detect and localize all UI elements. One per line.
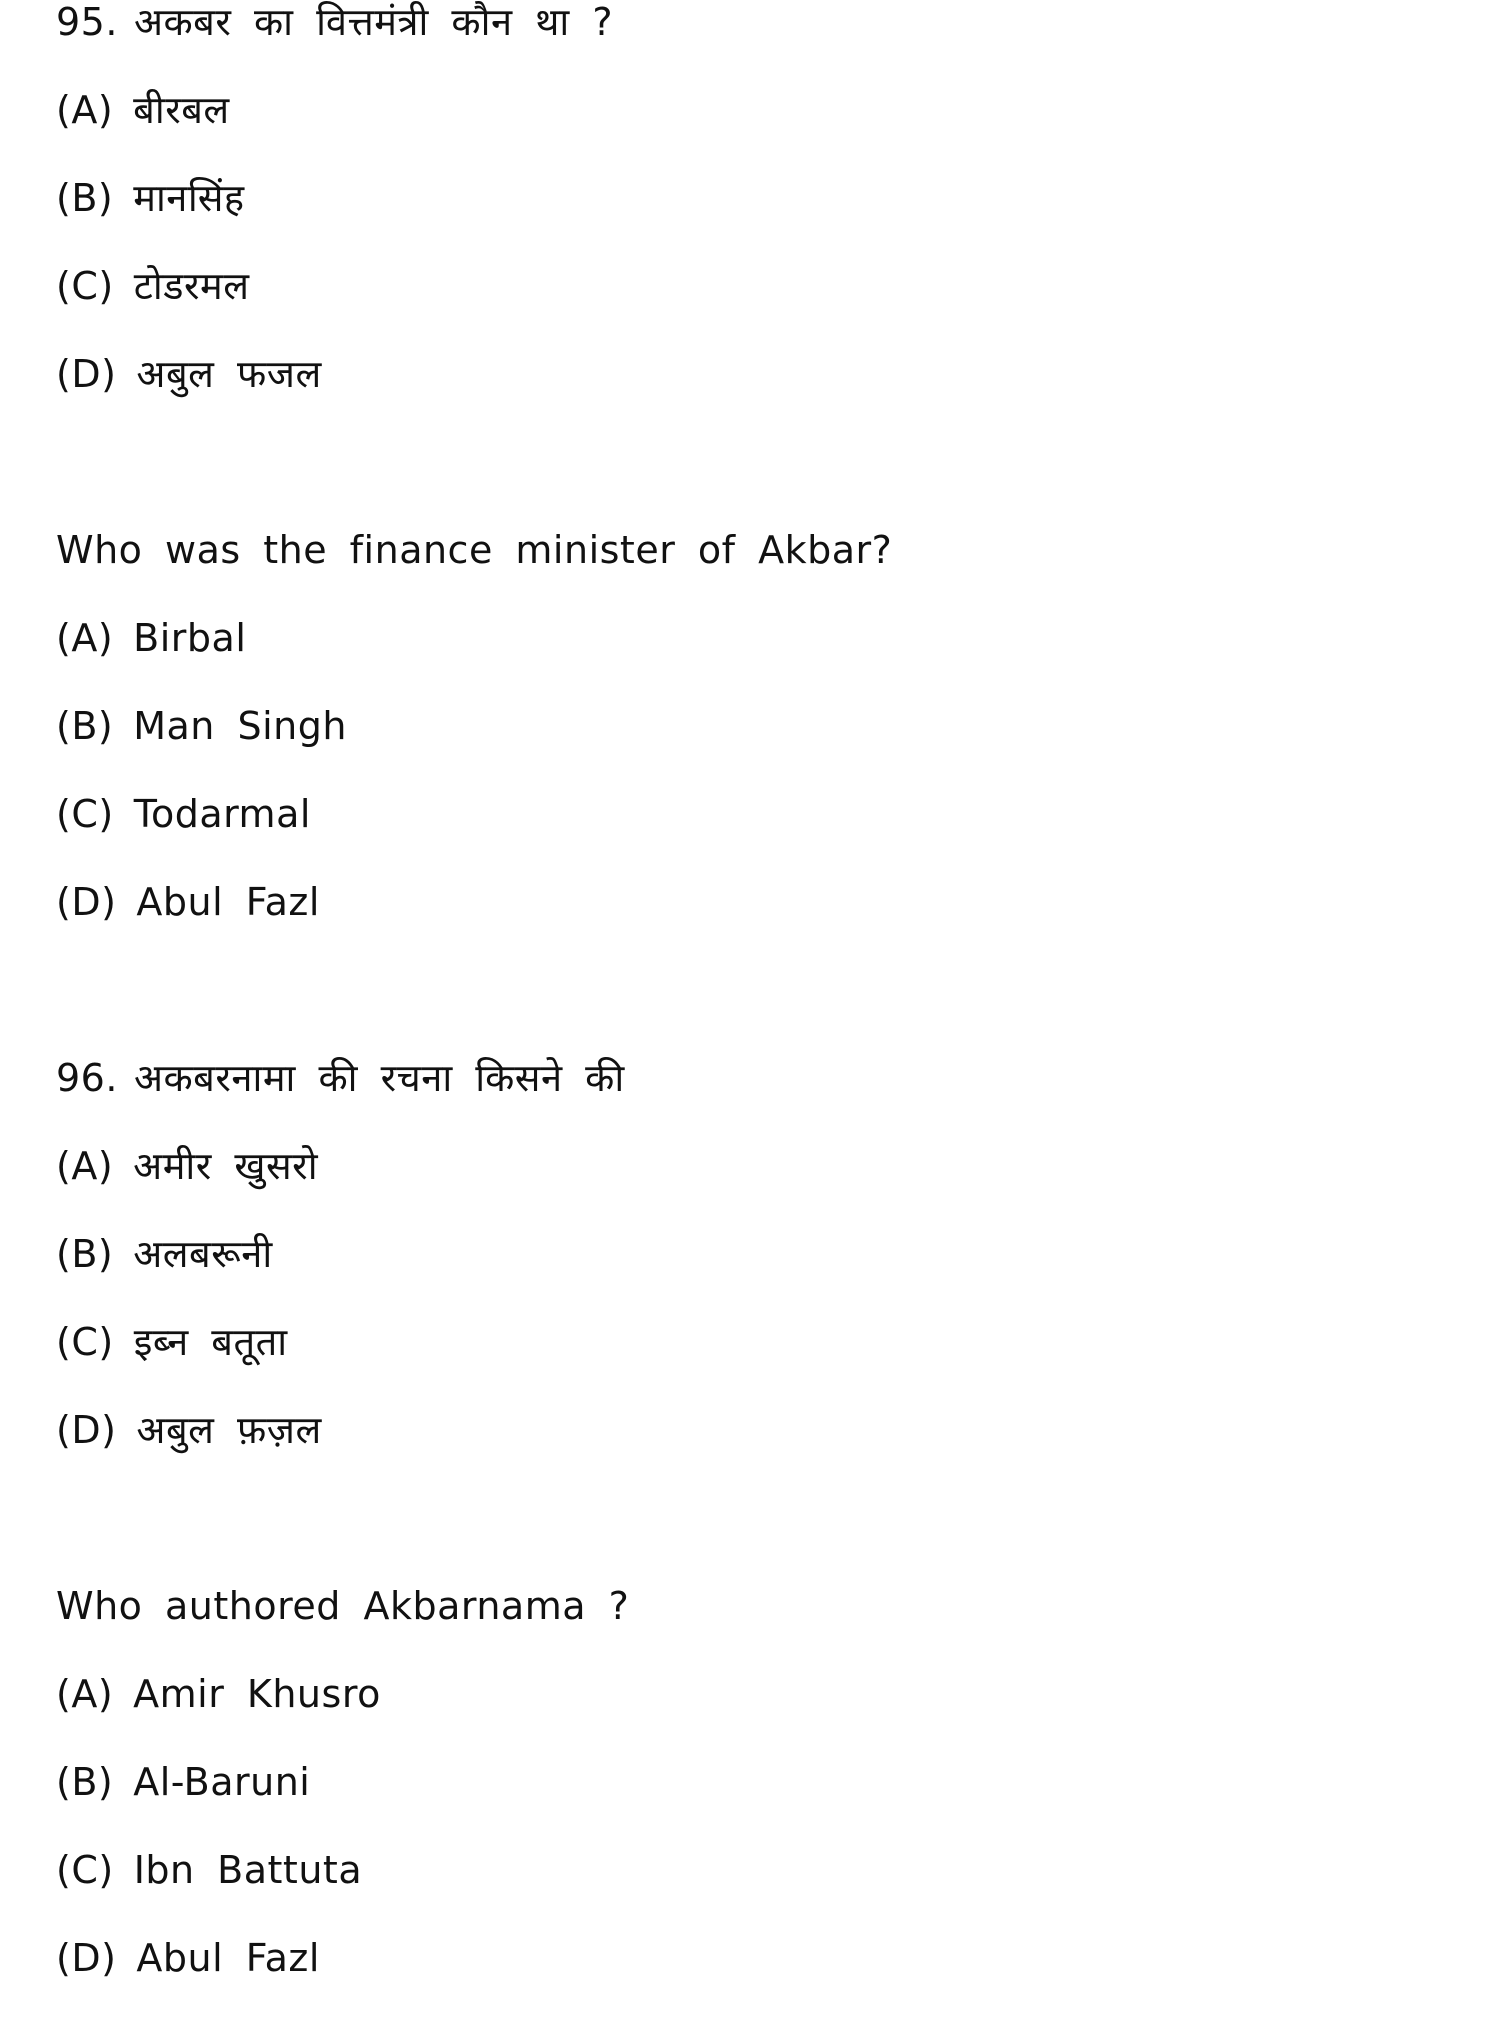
option-text: Todarmal: [133, 792, 311, 836]
option-text: अलबरूनी: [133, 1232, 273, 1276]
question-number: 96.: [56, 1056, 118, 1100]
option-letter: (B): [56, 176, 114, 220]
option-text: Abul Fazl: [136, 880, 320, 924]
option-d: [56, 1400, 322, 1460]
option-letter: (C): [56, 1848, 114, 1892]
option-letter: (B): [56, 1760, 114, 1804]
option-a: [56, 1136, 318, 1196]
option-letter: (D): [56, 1408, 117, 1452]
option-a: [56, 1664, 381, 1724]
option-b: [56, 696, 347, 756]
option-b: [56, 168, 245, 228]
question-text: अकबर का वित्तमंत्री कौन था ?: [133, 0, 613, 44]
option-b: [56, 1224, 273, 1284]
option-text: Ibn Battuta: [133, 1848, 363, 1892]
option-letter: (A): [56, 88, 114, 132]
question-number: 95.: [56, 0, 118, 44]
option-letter: (B): [56, 704, 114, 748]
question-95-english: [56, 520, 892, 580]
option-letter: (A): [56, 1144, 114, 1188]
option-c: [56, 1840, 362, 1900]
option-letter: (A): [56, 616, 114, 660]
option-a: [56, 80, 230, 140]
option-text: Man Singh: [133, 704, 347, 748]
option-letter: (B): [56, 1232, 114, 1276]
question-text: Who authored Akbarnama ?: [56, 1584, 630, 1628]
option-text: मानसिंह: [133, 176, 245, 220]
option-a: [56, 608, 246, 668]
question-96-english: [56, 1576, 629, 1636]
option-letter: (C): [56, 264, 114, 308]
option-letter: (A): [56, 1672, 114, 1716]
question-text: Who was the finance minister of Akbar?: [56, 528, 893, 572]
question-text: अकबरनामा की रचना किसने की: [133, 1056, 625, 1100]
option-text: बीरबल: [133, 88, 230, 132]
option-c: [56, 256, 250, 316]
option-text: अबुल फजल: [136, 352, 322, 396]
option-c: [56, 1312, 288, 1372]
option-d: [56, 344, 322, 404]
option-text: Amir Khusro: [133, 1672, 381, 1716]
option-text: Al-Baruni: [133, 1760, 311, 1804]
option-letter: (D): [56, 1936, 117, 1980]
option-letter: (D): [56, 880, 117, 924]
option-letter: (C): [56, 1320, 114, 1364]
option-text: Abul Fazl: [136, 1936, 320, 1980]
question-95-hindi: [56, 0, 613, 52]
option-c: [56, 784, 311, 844]
option-text: अबुल फ़ज़ल: [136, 1408, 322, 1452]
option-text: इब्न बतूता: [133, 1320, 288, 1364]
option-letter: (D): [56, 352, 117, 396]
question-96-hindi: [56, 1048, 625, 1108]
option-text: अमीर खुसरो: [133, 1144, 319, 1188]
option-text: Birbal: [133, 616, 247, 660]
question-page: [56, 0, 1456, 2034]
option-b: [56, 1752, 310, 1812]
option-text: टोडरमल: [133, 264, 250, 308]
option-d: [56, 1928, 320, 1988]
option-d: [56, 872, 320, 932]
option-letter: (C): [56, 792, 114, 836]
